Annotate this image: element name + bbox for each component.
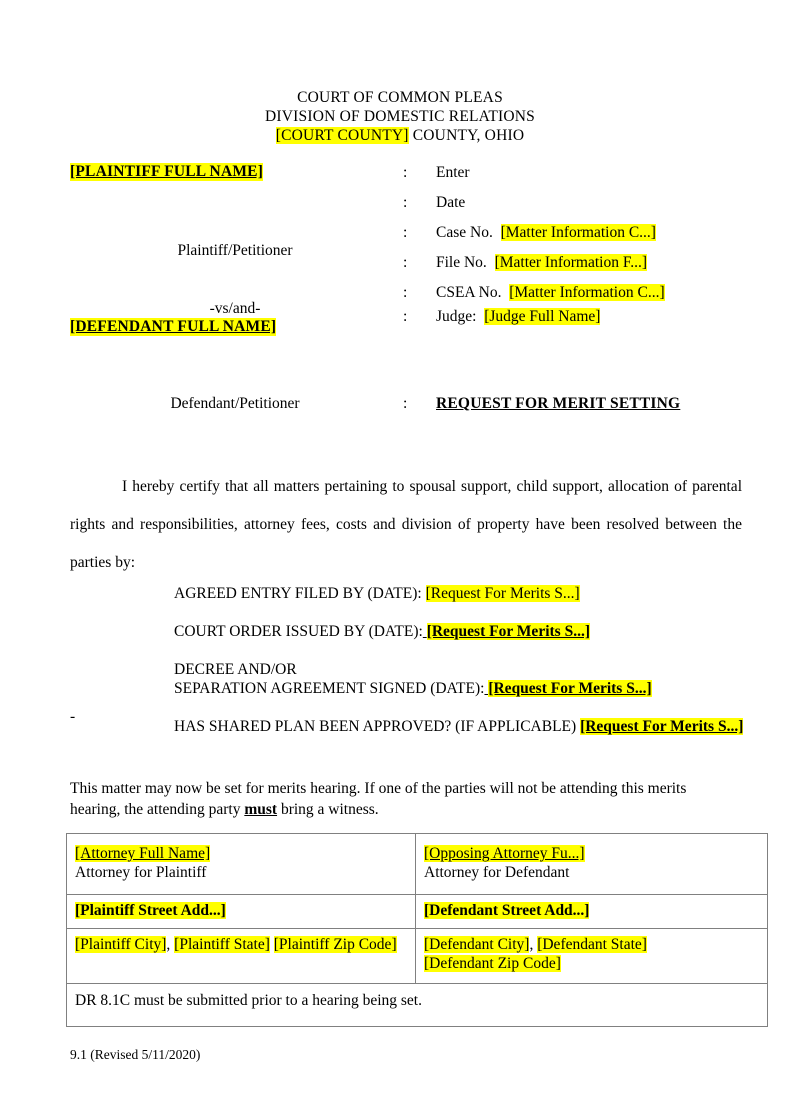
separation-agreement-date-field[interactable]: [Request For Merits S...]: [488, 680, 652, 697]
court-county-field[interactable]: [COURT COUNTY]: [275, 127, 409, 144]
plaintiff-street-address-field[interactable]: [Plaintiff Street Add...]: [75, 902, 226, 919]
plaintiff-state-field[interactable]: [Plaintiff State]: [174, 936, 270, 953]
defendant-attorney-role-label: Attorney for Defendant: [424, 864, 570, 881]
row-colon: :: [403, 194, 408, 211]
file-no-field[interactable]: [Matter Information F...]: [494, 254, 647, 271]
table-row-city-state-zip: [67, 929, 768, 984]
caption-row-enter: [403, 164, 470, 182]
row-colon: :: [403, 284, 408, 301]
enter-label: Enter: [436, 164, 470, 181]
table-cell-defendant-attorney: [416, 834, 768, 895]
plaintiff-city-field[interactable]: [Plaintiff City]: [75, 936, 167, 953]
plaintiff-zip-field[interactable]: [Plaintiff Zip Code]: [273, 936, 397, 953]
court-order-date-field[interactable]: [Request For Merits S...]: [426, 623, 590, 640]
versus-label: -vs/and-: [209, 300, 261, 317]
separation-agreement-label: SEPARATION AGREEMENT SIGNED (DATE):: [174, 680, 485, 697]
county-suffix: COUNTY, OHIO: [408, 127, 525, 144]
form-revision-footer: 9.1 (Revised 5/11/2020): [70, 1047, 201, 1062]
caption-row-judge: [403, 308, 600, 326]
plaintiff-role-label: Plaintiff/Petitioner: [177, 242, 293, 259]
table-cell-plaintiff-attorney: [67, 834, 416, 895]
judge-name-field[interactable]: [Judge Full Name]: [484, 308, 601, 325]
defendant-zip-field[interactable]: [Defendant Zip Code]: [424, 955, 561, 972]
certification-paragraph: I hereby certify that all matters pertaining to spousal support, child support, allocation of parental rights and responsibilities, attorney fees, costs and division of property have been resolved between the parties by:: [70, 478, 742, 571]
plaintiff-attorney-role-label: Attorney for Plaintiff: [75, 864, 207, 881]
defendant-street-address-field[interactable]: [Defendant Street Add...]: [424, 902, 590, 919]
defendant-state-field[interactable]: [Defendant State]: [537, 936, 647, 953]
file-no-label: File No.: [436, 254, 487, 271]
court-order-label: COURT ORDER ISSUED BY (DATE):: [174, 623, 423, 640]
court-heading: [0, 88, 800, 145]
defendant-full-name-field[interactable]: [DEFENDANT FULL NAME]: [70, 318, 277, 335]
caption-row-file-no: [403, 254, 647, 272]
heading-line-court: COURT OF COMMON PLEAS: [297, 89, 503, 106]
agreed-entry-label: AGREED ENTRY FILED BY (DATE):: [174, 585, 422, 602]
plaintiff-attorney-name-field[interactable]: [Attorney Full Name]: [75, 845, 211, 862]
document-title: REQUEST FOR MERIT SETTING: [436, 395, 681, 412]
resolution-item-shared-plan: [70, 717, 770, 736]
defendant-city-separator: ,: [529, 936, 538, 953]
shared-plan-label: HAS SHARED PLAN BEEN APPROVED? (IF APPLICABLE): [174, 718, 577, 735]
decree-andor-label: DECREE AND/OR: [174, 661, 297, 678]
caption-row-csea-no: [403, 284, 665, 302]
row-colon: :: [403, 254, 408, 271]
notice-text-part2: bring a witness.: [277, 801, 379, 818]
table-cell-defendant-city-state-zip: [416, 929, 768, 984]
row-colon: :: [403, 308, 408, 325]
row-colon: :: [403, 224, 408, 241]
caption-row-date: [403, 194, 465, 212]
table-cell-submission-note: DR 8.1C must be submitted prior to a hearing being set.: [67, 984, 768, 1027]
resolution-item-separation-agreement: [174, 679, 794, 698]
defendant-city-field[interactable]: [Defendant City]: [424, 936, 530, 953]
judge-label: Judge:: [436, 308, 477, 325]
case-caption: [0, 160, 800, 420]
table-row-street-addresses: [67, 895, 768, 929]
date-label: Date: [436, 194, 466, 211]
case-no-field[interactable]: [Matter Information C...]: [500, 224, 656, 241]
table-row-submission-note: [67, 984, 768, 1027]
table-cell-plaintiff-street: [67, 895, 416, 929]
merits-hearing-notice: [70, 778, 730, 820]
agreed-entry-date-field[interactable]: [Request For Merits S...]: [425, 585, 580, 602]
caption-row-document-title: [403, 395, 680, 413]
row-colon: :: [403, 164, 408, 181]
table-cell-plaintiff-city-state-zip: [67, 929, 416, 984]
defendant-attorney-name-field[interactable]: [Opposing Attorney Fu...]: [424, 845, 585, 862]
plaintiff-city-separator: ,: [166, 936, 175, 953]
attorney-signature-table: [66, 833, 768, 1027]
table-cell-defendant-street: [416, 895, 768, 929]
csea-no-field[interactable]: [Matter Information C...]: [509, 284, 665, 301]
heading-line-county: [0, 126, 800, 145]
caption-row-case-no: [403, 224, 656, 242]
notice-text-part1: This matter may now be set for merits hearing. If one of the parties will not be attending this merits hearing, the attending party: [70, 780, 687, 818]
csea-no-label: CSEA No.: [436, 284, 502, 301]
resolution-item-court-order: [174, 622, 794, 641]
heading-line-division: DIVISION OF DOMESTIC RELATIONS: [265, 108, 535, 125]
case-no-label: Case No.: [436, 224, 493, 241]
notice-emphasis-must: must: [244, 801, 278, 818]
table-row-attorney-names: [67, 834, 768, 895]
shared-plan-field[interactable]: [Request For Merits S...]: [580, 718, 744, 735]
plaintiff-full-name-field[interactable]: [PLAINTIFF FULL NAME]: [70, 163, 264, 180]
resolution-item-decree-label: [174, 660, 794, 679]
stray-hyphen-mark: -: [70, 708, 76, 725]
row-colon: :: [403, 395, 408, 412]
resolution-item-agreed-entry: [174, 584, 794, 603]
defendant-role-label: Defendant/Petitioner: [170, 395, 300, 412]
